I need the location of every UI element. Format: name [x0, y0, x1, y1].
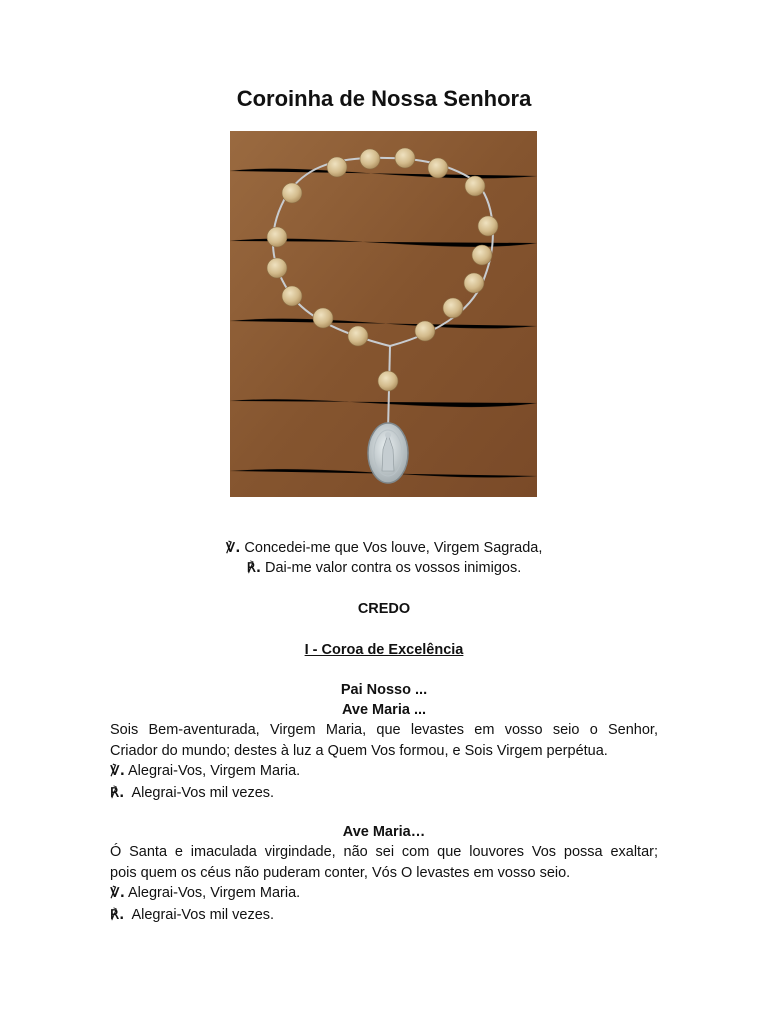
versicle-line [110, 883, 658, 905]
versicle-symbol: ℣. [225, 541, 241, 556]
versicle-text: Alegrai-Vos, Virgem Maria. [128, 763, 301, 779]
page-title: Coroinha de Nossa Senhora [236, 86, 532, 111]
versicle-line [110, 761, 658, 783]
versicle-text: Concedei-me que Vos louve, Virgem Sagrada, [244, 540, 543, 556]
section-title-text: I - Coroa de Excelência [304, 642, 464, 658]
rosary-photo [230, 131, 537, 497]
credo-heading: CREDO [357, 601, 411, 617]
versicle-line [0, 538, 768, 560]
response-symbol: ℟. [246, 561, 261, 576]
versicle-text: Alegrai-Vos, Virgem Maria. [128, 885, 301, 901]
response-line [0, 558, 768, 580]
response-text: Alegrai-Vos mil vezes. [131, 784, 275, 801]
response-text: Alegrai-Vos mil vezes. [131, 906, 275, 923]
prayer-line: Criador do mundo; destes à luz a Quem Vos formou, e Sois Virgem perpétua. [110, 742, 608, 759]
response-line [110, 783, 658, 805]
response-text: Dai-me valor contra os vossos inimigos. [264, 560, 522, 576]
prayer-line: Ó Santa e imaculada virgindade, não sei com que louvores Vos possa exaltar; [110, 844, 658, 860]
versicle-symbol: ℣. [110, 764, 125, 779]
section-title [0, 640, 768, 661]
prayer-paragraph-1 [110, 720, 658, 804]
ave-maria-heading: Ave Maria… [342, 824, 426, 840]
prayer-line: Sois Bem-aventurada, Virgem Maria, que levastes em vosso seio o Senhor, [110, 722, 658, 738]
response-line [110, 905, 658, 927]
ave-maria-heading: Ave Maria ... [341, 702, 427, 718]
prayer-paragraph-2 [110, 842, 658, 926]
versicle-symbol: ℣. [110, 886, 125, 901]
response-symbol: ℟. [110, 785, 125, 801]
rosary-chaplet-icon [230, 131, 537, 497]
prayer-line: pois quem os céus não puderam conter, Vós O levastes em vosso seio. [110, 864, 571, 881]
pai-nosso-heading: Pai Nosso ... [340, 682, 428, 698]
response-symbol: ℟. [110, 907, 125, 923]
